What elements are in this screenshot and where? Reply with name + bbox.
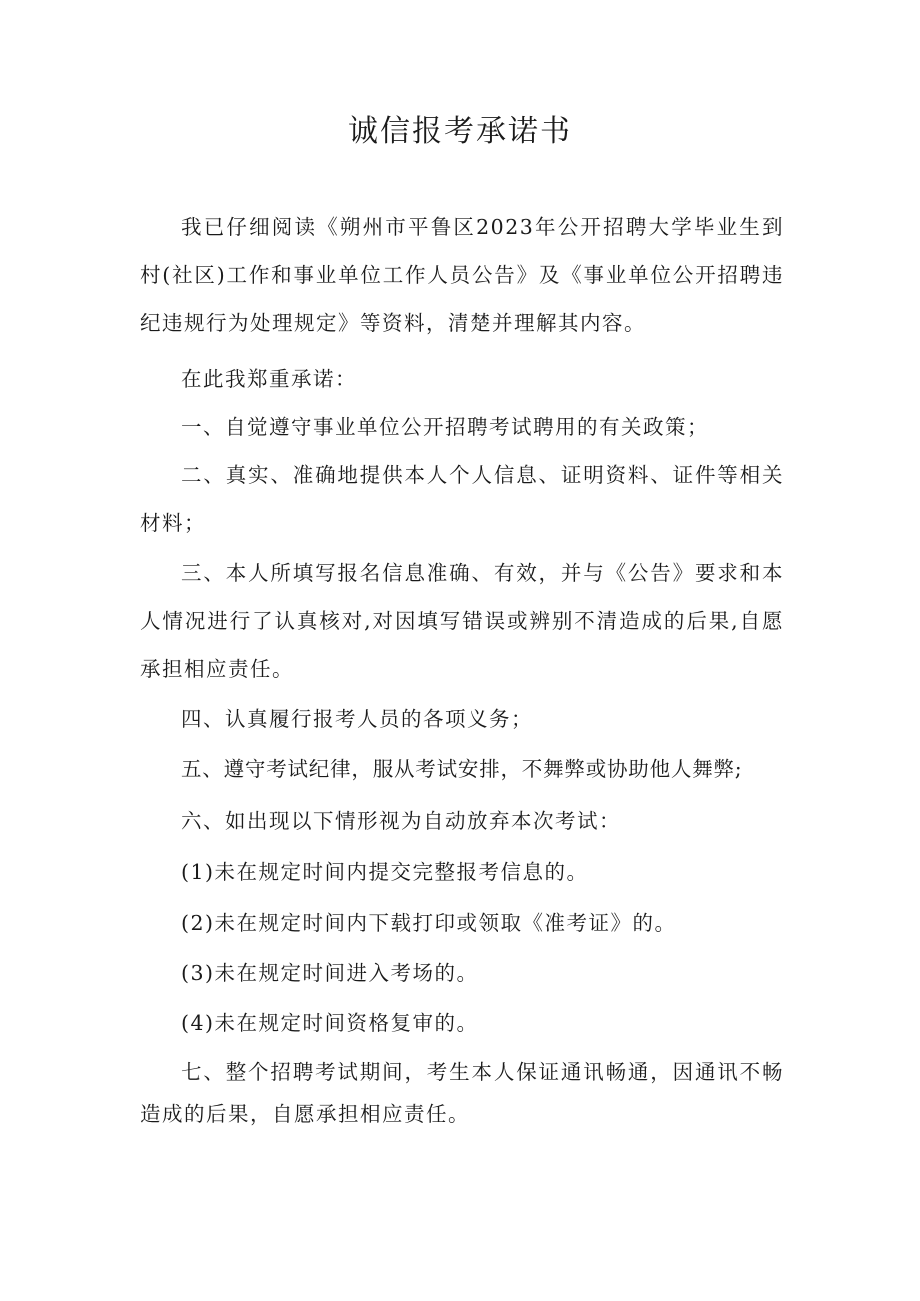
document-title: 诚信报考承诺书 bbox=[348, 114, 572, 149]
paragraph-subitem-1: (1)未在规定时间内提交完整报考信息的。 bbox=[181, 860, 589, 884]
paragraph-item-5: 五、遵守考试纪律，服从考试安排，不舞弊或协助他人舞弊; bbox=[181, 757, 743, 781]
paragraph-item-7: 七、整个招聘考试期间，考生本人保证通讯畅通，因通讯不畅造成的后果，自愿承担相应责任。 bbox=[140, 1060, 784, 1126]
paragraph-subitem-3: (3)未在规定时间进入考场的。 bbox=[181, 961, 479, 985]
paragraph-subitem-4: (4)未在规定时间资格复审的。 bbox=[181, 1011, 479, 1035]
paragraph-item-3: 三、本人所填写报名信息准确、有效，并与《公告》要求和本人情况进行了认真核对,对因填写错误或辨别不清造成的后果,自愿承担相应责任。 bbox=[140, 561, 784, 681]
paragraph-item-6: 六、如出现以下情形视为自动放弃本次考试： bbox=[181, 809, 621, 833]
paragraph-item-2: 二、真实、准确地提供本人个人信息、证明资料、证件等相关材料； bbox=[140, 463, 784, 535]
paragraph-subitem-2: (2)未在规定时间内下载打印或领取《准考证》的。 bbox=[181, 911, 677, 935]
paragraph-item-1: 一、自觉遵守事业单位公开招聘考试聘用的有关政策； bbox=[181, 415, 709, 439]
paragraph-intro: 我已仔细阅读《朔州市平鲁区2023年公开招聘大学毕业生到村(社区)工作和事业单位工作人员公告》及《事业单位公开招聘违纪违规行为处理规定》等资料，清楚并理解其内容。 bbox=[140, 215, 784, 335]
paragraph-item-4: 四、认真履行报考人员的各项义务； bbox=[181, 707, 533, 731]
paragraph-pledge-lead: 在此我郑重承诺： bbox=[181, 367, 357, 391]
